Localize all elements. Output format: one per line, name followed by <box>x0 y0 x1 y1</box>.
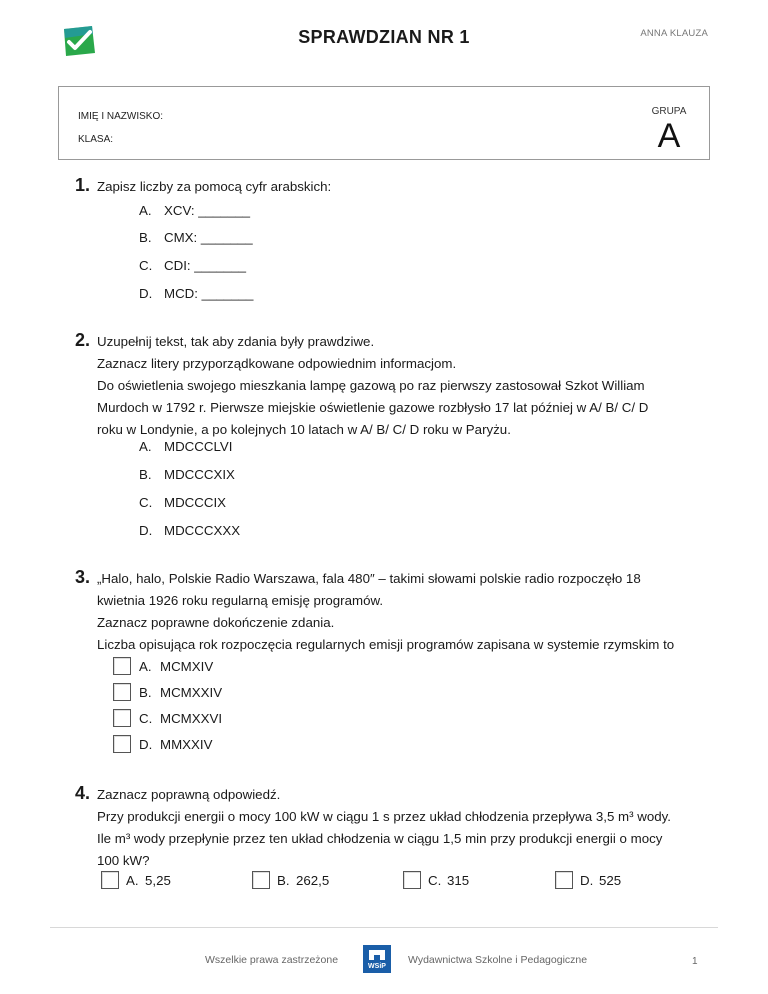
question-line: roku w Londynie, a po kolejnych 10 latach w A/ B/ C/ D roku w Paryżu. <box>97 422 511 437</box>
question-4-checkbox-c[interactable] <box>403 871 421 889</box>
page-number: 1 <box>692 956 698 967</box>
wsip-logo-icon <box>363 945 391 973</box>
footer-divider <box>50 927 718 928</box>
option-letter: B. <box>139 467 152 482</box>
question-3-text <box>97 568 717 656</box>
option-letter: D. <box>139 523 153 538</box>
question-4-checkbox-d[interactable] <box>555 871 573 889</box>
question-1-option-b <box>139 230 253 245</box>
question-4-option-a <box>126 873 171 888</box>
name-label: IMIĘ I NAZWISKO: <box>78 111 164 122</box>
option-text: XCV: _______ <box>164 203 251 218</box>
question-line: kwietnia 1926 roku regularną emisję programów. <box>97 593 384 608</box>
option-text: MCMXXVI <box>160 711 223 726</box>
question-line: Murdoch w 1792 r. Pierwsze miejskie oświetlenie gazowe rozbłysło 17 lat później w A/ B/ C/ D <box>97 400 649 415</box>
question-3-number: 3. <box>75 567 91 587</box>
option-letter: C. <box>139 711 153 726</box>
wsip-logo-text: WSiP <box>368 963 386 970</box>
question-1-option-c <box>139 258 246 273</box>
option-text: MCD: _______ <box>164 286 254 301</box>
option-text: CMX: _______ <box>164 230 253 245</box>
option-text: MDCCCXIX <box>164 467 235 482</box>
option-text: 5,25 <box>145 873 171 888</box>
footer-rights: Wszelkie prawa zastrzeżone <box>205 954 339 966</box>
option-letter: A. <box>126 873 139 888</box>
author-name: ANNA KLAUZA <box>640 28 708 39</box>
option-letter: B. <box>139 685 152 700</box>
option-text: 525 <box>599 873 622 888</box>
student-info-box <box>58 86 710 160</box>
question-1-text <box>97 176 331 198</box>
option-text: MDCCCXXX <box>164 523 241 538</box>
option-letter: C. <box>139 495 153 510</box>
question-4-number: 4. <box>75 783 91 803</box>
option-text: 262,5 <box>296 873 330 888</box>
footer-publisher: Wydawnictwa Szkolne i Pedagogiczne <box>408 954 588 966</box>
question-2-option-c <box>139 495 226 510</box>
option-text: MMXXIV <box>160 737 213 752</box>
question-3-option-a <box>139 659 213 674</box>
question-1-option-d <box>139 286 253 301</box>
question-line: Zapisz liczby za pomocą cyfr arabskich: <box>97 179 332 194</box>
question-3-option-b <box>139 685 222 700</box>
question-3-checkbox-b[interactable] <box>113 683 131 701</box>
option-text: MCMXXIV <box>160 685 223 700</box>
option-letter: B. <box>277 873 290 888</box>
option-letter: A. <box>139 203 152 218</box>
question-line: Przy produkcji energii o mocy 100 kW w ciągu 1 s przez układ chłodzenia przepływa 3,5 m³ wody. <box>97 809 671 824</box>
question-2-number: 2. <box>75 330 91 350</box>
question-2-option-a <box>139 439 232 454</box>
question-line: „Halo, halo, Polskie Radio Warszawa, fala 480″ – takimi słowami polskie radio rozpoczęło 18 <box>97 571 641 586</box>
question-2-option-b <box>139 467 235 482</box>
question-4-option-d <box>580 873 621 888</box>
question-4-option-c <box>428 873 469 888</box>
option-letter: C. <box>139 258 153 273</box>
option-text: MCMXIV <box>160 659 214 674</box>
option-letter: B. <box>139 230 152 245</box>
option-letter: D. <box>580 873 594 888</box>
question-2-option-d <box>139 523 240 538</box>
question-line: Zaznacz poprawną odpowiedź. <box>97 787 281 802</box>
question-3-checkbox-d[interactable] <box>113 735 131 753</box>
question-1-number: 1. <box>75 175 91 195</box>
question-line: Uzupełnij tekst, tak aby zdania były prawdziwe. <box>97 334 375 349</box>
question-3-option-d <box>139 737 212 752</box>
question-4-option-b <box>277 873 329 888</box>
question-line: Do oświetlenia swojego mieszkania lampę gazową po raz pierwszy zastosował Szkot William <box>97 378 645 393</box>
question-line: Zaznacz poprawne dokończenie zdania. <box>97 615 335 630</box>
option-text: CDI: _______ <box>164 258 247 273</box>
option-text: 315 <box>447 873 470 888</box>
question-4-text <box>97 784 737 872</box>
page-title: SPRAWDZIAN NR 1 <box>298 27 470 47</box>
option-letter: A. <box>139 659 152 674</box>
question-3-option-c <box>139 711 222 726</box>
group-label: GRUPA <box>651 106 687 117</box>
group-letter: A <box>657 117 681 155</box>
option-letter: C. <box>428 873 442 888</box>
question-3-checkbox-c[interactable] <box>113 709 131 727</box>
class-label: KLASA: <box>78 134 114 145</box>
question-line: Liczba opisująca rok rozpoczęcia regularnych emisji programów zapisana w systemie rzymskim to <box>97 637 675 652</box>
option-text: MDCCCIX <box>164 495 227 510</box>
option-text: MDCCCLVI <box>164 439 233 454</box>
question-4-checkbox-a[interactable] <box>101 871 119 889</box>
question-line: Zaznacz litery przyporządkowane odpowiednim informacjom. <box>97 356 457 371</box>
option-letter: A. <box>139 439 152 454</box>
question-3-checkbox-a[interactable] <box>113 657 131 675</box>
question-line: 100 kW? <box>97 853 150 868</box>
option-letter: D. <box>139 286 153 301</box>
question-4-checkbox-b[interactable] <box>252 871 270 889</box>
question-1-option-a <box>139 203 250 218</box>
question-line: Ile m³ wody przepłynie przez ten układ chłodzenia w ciągu 1,5 min przy produkcji energii o mocy <box>97 831 663 846</box>
option-letter: D. <box>139 737 153 752</box>
question-2-text <box>97 331 717 441</box>
